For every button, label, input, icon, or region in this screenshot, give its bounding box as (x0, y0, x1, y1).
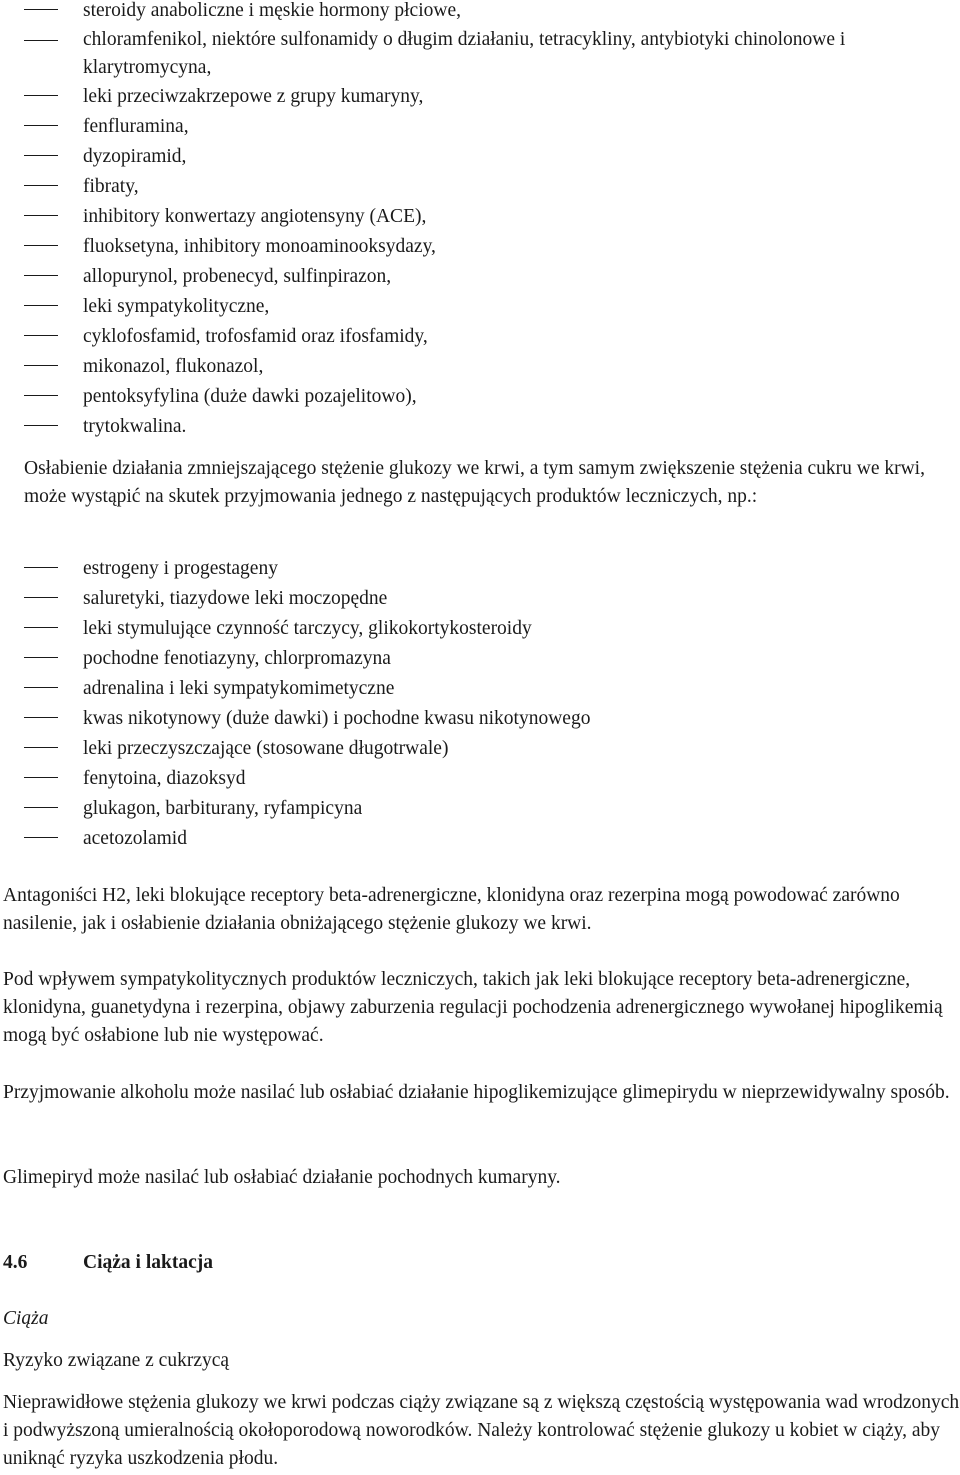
paragraph-abnormal-glucose: Nieprawidłowe stężenia glukozy we krwi podczas ciąży związane są z większą częstością występowania wad wrodzonych i podwyższoną umieralnością okołoporodową noworodków. Należy kontrolować stężenie glukozy u kobiet w ciąży, aby uniknąć ryzyka uszkodzenia płodu. (3, 1392, 960, 1469)
list-item: leki przeczyszczające (stosowane długotrwale) (0, 734, 960, 764)
dash-bullet (24, 687, 58, 688)
section-number: 4.6 (3, 1252, 28, 1273)
dash-bullet (24, 185, 58, 186)
list-item: fluoksetyna, inhibitory monoaminooksydazy, (0, 232, 960, 262)
list-item: trytokwalina. (0, 412, 960, 442)
dash-bullet (24, 125, 58, 126)
list-item: fibraty, (0, 172, 960, 202)
dash-bullet (24, 155, 58, 156)
list-item: acetozolamid (0, 824, 960, 854)
subheading-diabetes-risk: Ryzyko związane z cukrzycą (3, 1350, 230, 1371)
list-item: fenytoina, diazoksyd (0, 764, 960, 794)
interactions-increase-list (0, 0, 960, 442)
list-item: mikonazol, flukonazol, (0, 352, 960, 382)
dash-bullet (24, 567, 58, 568)
dash-bullet (24, 777, 58, 778)
list-item: cyklofosfamid, trofosfamid oraz ifosfamidy, (0, 322, 960, 352)
list-item: leki przeciwzakrzepowe z grupy kumaryny, (0, 82, 960, 112)
list-item: steroidy anaboliczne i męskie hormony płciowe, (0, 0, 960, 26)
dash-bullet (24, 245, 58, 246)
list-item: adrenalina i leki sympatykomimetyczne (0, 674, 960, 704)
dash-bullet (24, 837, 58, 838)
dash-bullet (24, 747, 58, 748)
list-item: inhibitory konwertazy angiotensyny (ACE), (0, 202, 960, 232)
paragraph-weakening: Osłabienie działania zmniejszającego stężenie glukozy we krwi, a tym samym zwiększenie stężenia cukru we krwi, może wystąpić na skutek przyjmowania jednego z następujących produktów leczniczych, np.: (24, 458, 925, 507)
list-item: leki stymulujące czynność tarczycy, glikokortykosteroidy (0, 614, 960, 644)
paragraph-glimepiride: Glimepiryd może nasilać lub osłabiać działanie pochodnych kumaryny. (3, 1167, 561, 1188)
dash-bullet (24, 215, 58, 216)
list-item: leki sympatykolityczne, (0, 292, 960, 322)
dash-bullet (24, 657, 58, 658)
list-item: pentoksyfylina (duże dawki pozajelitowo), (0, 382, 960, 412)
paragraph-alcohol: Przyjmowanie alkoholu może nasilać lub osłabiać działanie hipoglikemizujące glimepirydu w nieprzewidywalny sposób. (3, 1082, 950, 1103)
list-item: pochodne fenotiazyny, chlorpromazyna (0, 644, 960, 674)
subheading-pregnancy: Ciąża (3, 1308, 49, 1329)
list-item: chloramfenikol, niektóre sulfonamidy o długim działaniu, tetracykliny, antybiotyki chinolonowe i klarytromycyna, (0, 26, 960, 82)
interactions-decrease-list (0, 554, 960, 854)
dash-bullet (24, 717, 58, 718)
dash-bullet (24, 95, 58, 96)
list-item: saluretyki, tiazydowe leki moczopędne (0, 584, 960, 614)
section-heading (3, 1249, 213, 1277)
dash-bullet (24, 365, 58, 366)
dash-bullet (24, 275, 58, 276)
dash-bullet (24, 305, 58, 306)
list-item: allopurynol, probenecyd, sulfinpirazon, (0, 262, 960, 292)
dash-bullet (24, 807, 58, 808)
dash-bullet (24, 425, 58, 426)
list-item: glukagon, barbiturany, ryfampicyna (0, 794, 960, 824)
paragraph-antagonists: Antagoniści H2, leki blokujące receptory beta-adrenergiczne, klonidyna oraz rezerpina mogą powodować zarówno nasilenie, jak i osłabienie działania obniżającego stężenie glukozy we krwi. (3, 885, 900, 934)
dash-bullet (24, 627, 58, 628)
list-item: kwas nikotynowy (duże dawki) i pochodne kwasu nikotynowego (0, 704, 960, 734)
list-item: estrogeny i progestageny (0, 554, 960, 584)
dash-bullet (24, 395, 58, 396)
list-item: dyzopiramid, (0, 142, 960, 172)
paragraph-sympatholytics: Pod wpływem sympatykolitycznych produktów leczniczych, takich jak leki blokujące receptory beta-adrenergiczne, klonidyna, guanetydyna i rezerpina, objawy zaburzenia regulacji pochodzenia adrenergicznego wywołanej hipoglikemią mogą być osłabione lub nie występować. (3, 969, 943, 1046)
dash-bullet (24, 335, 58, 336)
section-title: Ciąża i laktacja (83, 1252, 213, 1273)
list-item: fenfluramina, (0, 112, 960, 142)
dash-bullet (24, 40, 58, 41)
dash-bullet (24, 597, 58, 598)
dash-bullet (24, 9, 58, 10)
